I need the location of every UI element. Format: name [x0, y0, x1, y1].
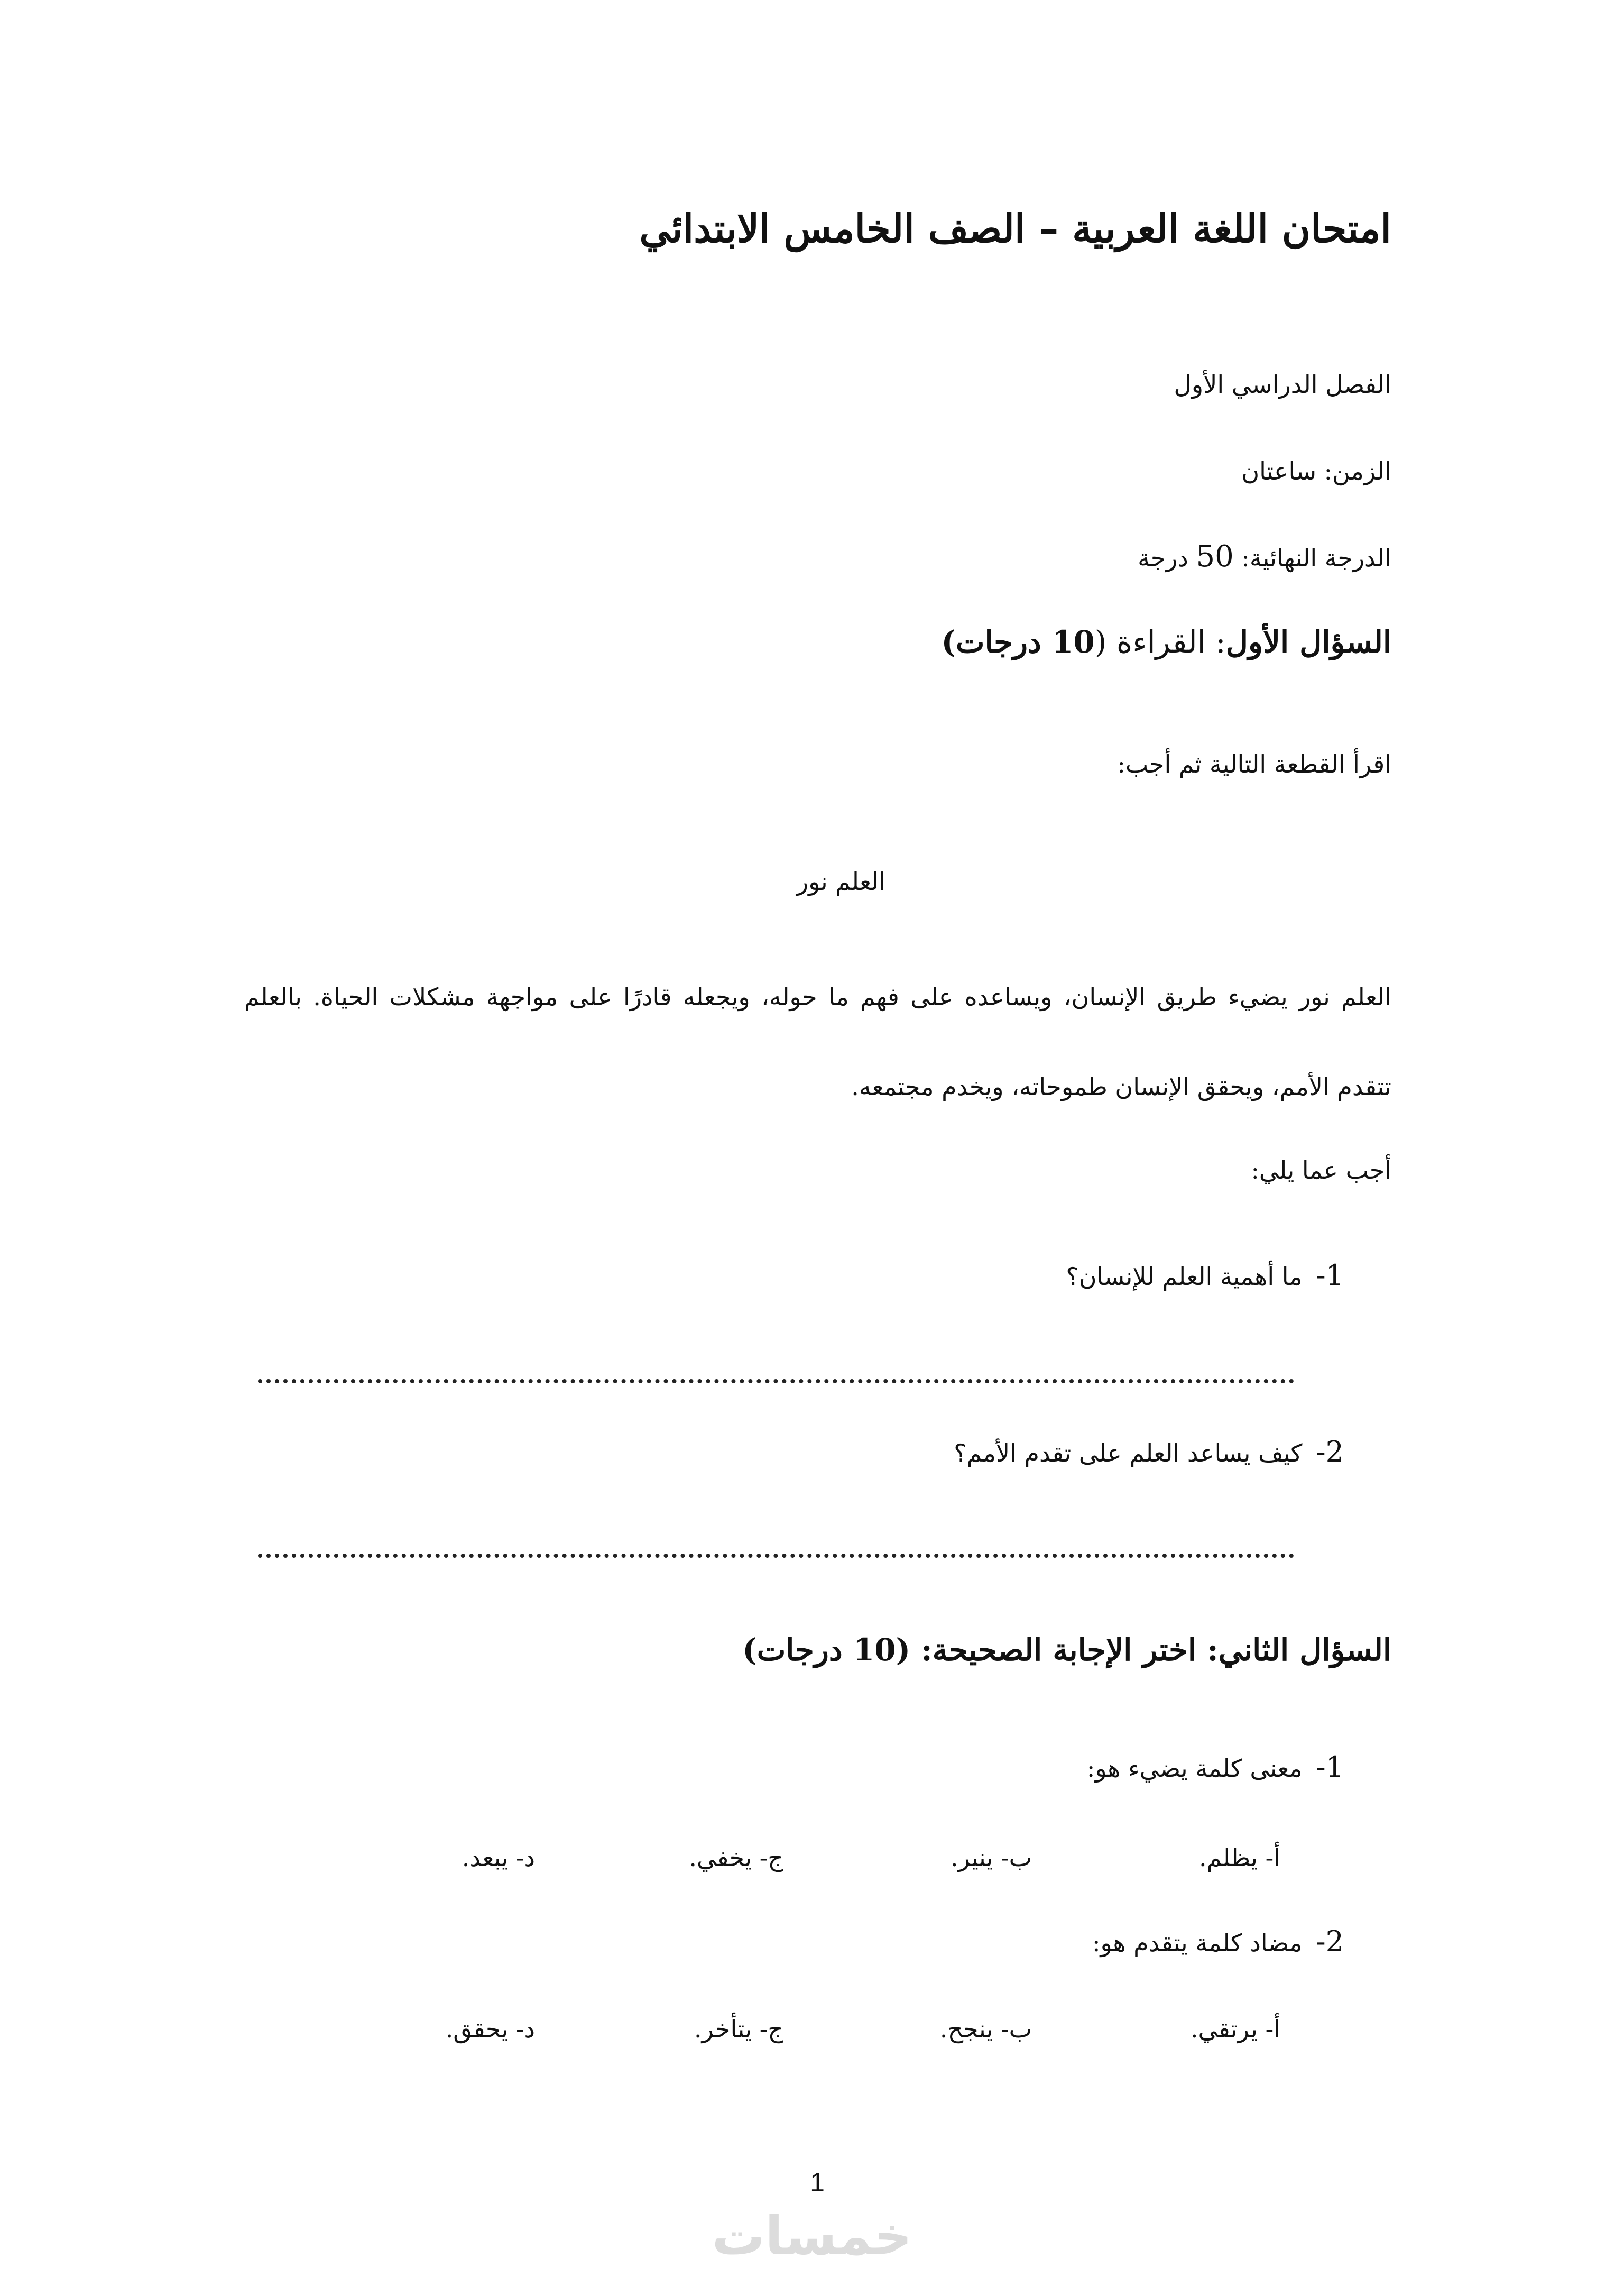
question-1-heading-rest: : القراءة (: [1094, 624, 1226, 660]
choice-a[interactable]: أ- يظلم.: [1199, 1843, 1280, 1872]
question-2-item-2-options: [287, 2015, 1280, 2043]
question-2-item-1-options: [287, 1843, 1280, 1872]
choice-c[interactable]: ج- يخفي.: [689, 1843, 783, 1872]
choice-c[interactable]: ج- يتأخر.: [694, 2015, 783, 2043]
question-1-item-1: [1066, 1259, 1344, 1292]
question-2-item-2: [1092, 1925, 1344, 1958]
question-2-heading: [742, 1632, 1391, 1668]
reading-instruction: اقرأ القطعة التالية ثم أجب:: [1117, 750, 1391, 778]
question-text: كيف يساعد العلم على تقدم الأمم؟: [954, 1439, 1303, 1467]
question-number: 1-: [1316, 1750, 1344, 1784]
question-2-heading-prefix: السؤال الثاني: [1218, 1632, 1391, 1668]
choice-d[interactable]: د- يبعد.: [462, 1843, 535, 1872]
question-text: معنى كلمة يضيء هو:: [1086, 1754, 1303, 1783]
semester-label: الفصل الدراسي الأول: [1174, 370, 1391, 399]
question-number: 2-: [1316, 1925, 1344, 1958]
final-grade-value: 50: [1196, 539, 1234, 574]
answer-prompt: أجب عما يلي:: [1251, 1156, 1391, 1184]
question-2-heading-rest: : اختر الإجابة الصحيحة: (: [896, 1632, 1219, 1668]
answer-line-2[interactable]: [258, 1554, 1294, 1558]
question-text: ما أهمية العلم للإنسان؟: [1066, 1262, 1303, 1291]
choice-d[interactable]: د- يحقق.: [445, 2015, 535, 2043]
final-grade-label: الدرجة النهائية:: [1241, 544, 1391, 572]
choice-a[interactable]: أ- يرتقي.: [1190, 2015, 1280, 2043]
question-2-item-1: [1087, 1750, 1344, 1784]
question-1-points: 10: [1052, 624, 1095, 660]
reading-passage: العلم نور يضيء طريق الإنسان، ويساعده على فهم ما حوله، ويجعله قادرًا على مواجهة مشكلات الحياة. بالعلم تتقدم الأمم، ويحقق الإنسان طموحاته، ويخدم مجتمعه.: [244, 982, 1391, 1101]
question-2-heading-end: درجات): [742, 1632, 853, 1668]
exam-title: امتحان اللغة العربية – الصف الخامس الابتدائي: [639, 206, 1391, 252]
question-1-item-2: [954, 1435, 1344, 1468]
choice-b[interactable]: ب- ينجح.: [939, 2015, 1032, 2043]
watermark-logo: خمسات: [712, 2205, 912, 2267]
choice-b[interactable]: ب- ينير.: [950, 1843, 1032, 1872]
question-number: 1-: [1316, 1259, 1344, 1292]
question-1-heading: [941, 624, 1391, 660]
page-number: 1: [810, 2168, 825, 2197]
question-1-heading-prefix: السؤال الأول: [1225, 624, 1391, 660]
question-1-heading-end: درجات): [941, 624, 1053, 660]
final-grade: [1138, 539, 1391, 574]
question-text: مضاد كلمة يتقدم هو:: [1092, 1928, 1303, 1957]
answer-line-1[interactable]: [258, 1379, 1294, 1383]
question-number: 2-: [1316, 1435, 1344, 1468]
question-2-points: 10: [853, 1632, 896, 1668]
final-grade-unit: درجة: [1138, 544, 1188, 572]
time-label: الزمن: ساعتان: [1241, 457, 1391, 485]
passage-title: العلم نور: [796, 867, 886, 896]
